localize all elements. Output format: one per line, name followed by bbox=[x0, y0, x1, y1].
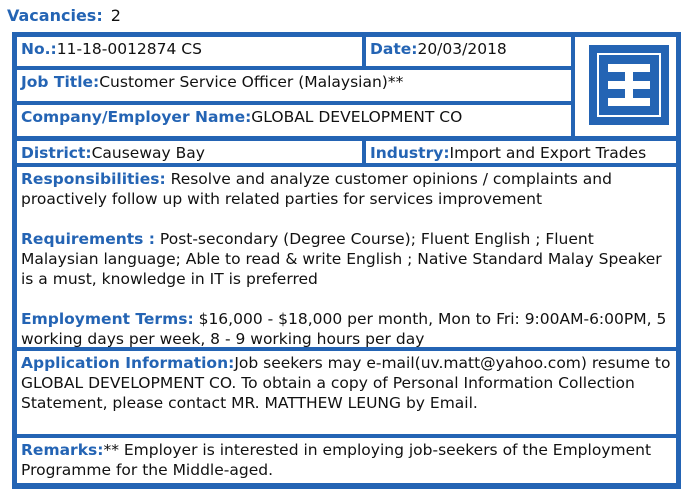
job-number-cell bbox=[16, 36, 363, 67]
district-label: District: bbox=[21, 144, 92, 162]
vacancies-value: 2 bbox=[110, 6, 121, 25]
application-info-label: Application Information: bbox=[21, 354, 235, 372]
application-info-cell bbox=[16, 350, 677, 435]
vacancies-label: Vacancies: bbox=[7, 6, 103, 25]
job-title-cell bbox=[16, 69, 572, 102]
description-cell bbox=[16, 166, 677, 348]
requirements-label: Requirements : bbox=[21, 230, 155, 248]
remarks-label: Remarks: bbox=[21, 441, 104, 459]
requirements-value: Post-secondary (Degree Course); Fluent English ; Fluent Malaysian language; Able to read & write English ; Native Standard Malay Speaker is a must, knowledge in IT is preferred bbox=[21, 230, 662, 288]
industry-cell bbox=[365, 140, 677, 164]
employment-terms-value: $16,000 - $18,000 per month, Mon to Fri: 9:00AM-6:00PM, 5 working days per week, 8 - 9 working hours per day bbox=[21, 310, 667, 348]
company-value: GLOBAL DEVELOPMENT CO bbox=[251, 108, 463, 126]
remarks-value: ** Employer is interested in employing job-seekers of the Employment Programme for the Middle-aged. bbox=[21, 441, 652, 479]
requirements bbox=[21, 229, 673, 289]
company-label: Company/Employer Name: bbox=[21, 108, 252, 126]
job-number-label: No.: bbox=[21, 40, 57, 58]
district-cell bbox=[16, 140, 363, 164]
job-title-label: Job Title: bbox=[21, 73, 100, 91]
job-title-value: Customer Service Officer (Malaysian)** bbox=[99, 73, 404, 91]
employer-logo-icon bbox=[587, 43, 671, 127]
industry-value: Import and Export Trades bbox=[449, 144, 647, 162]
job-number-value: 11-18-0012874 CS bbox=[56, 40, 202, 58]
date-label: Date: bbox=[370, 40, 418, 58]
date-value: 20/03/2018 bbox=[417, 40, 507, 58]
responsibilities bbox=[21, 169, 673, 209]
application-info-value: Job seekers may e-mail(uv.matt@yahoo.com) resume to GLOBAL DEVELOPMENT CO. To obtain a copy of Personal Information Collection Statement, please contact MR. MATTHEW LEUNG by Email. bbox=[21, 354, 671, 412]
employment-terms bbox=[21, 309, 673, 348]
industry-label: Industry: bbox=[370, 144, 450, 162]
responsibilities-label: Responsibilities: bbox=[21, 170, 166, 188]
vacancies bbox=[7, 6, 121, 25]
responsibilities-value: Resolve and analyze customer opinions / complaints and proactively follow up with related parties for services improvement bbox=[21, 170, 612, 208]
remarks-cell bbox=[16, 437, 677, 484]
company-cell bbox=[16, 104, 572, 137]
date-cell bbox=[365, 36, 572, 67]
district-value: Causeway Bay bbox=[91, 144, 205, 162]
employment-terms-label: Employment Terms: bbox=[21, 310, 194, 328]
